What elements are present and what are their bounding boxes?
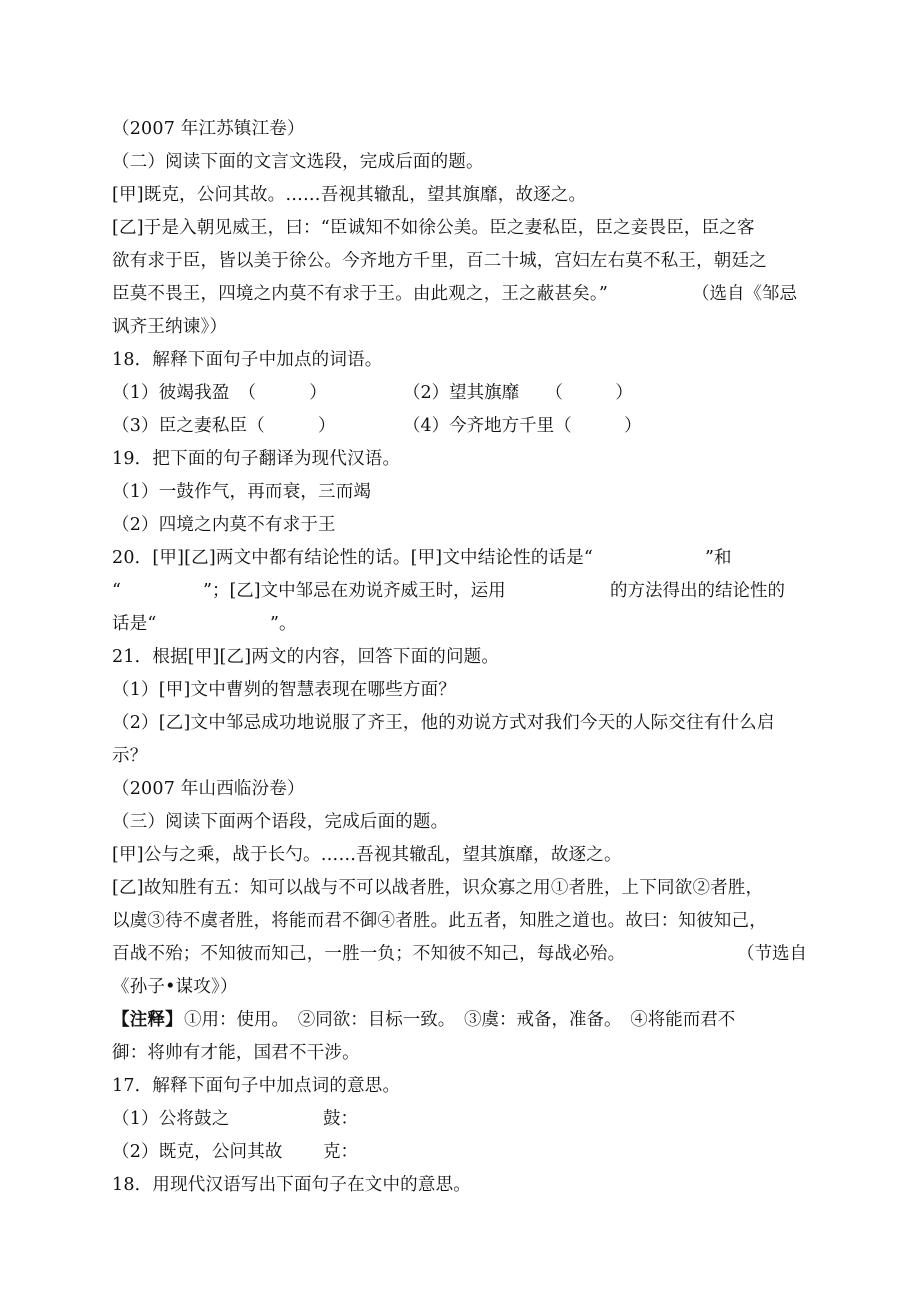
- question-19-item-2: （2）四境之内莫不有求于王: [112, 515, 336, 535]
- passage-yi-line-1: [乙]于是入朝见威王，曰：“臣诚知不如徐公美。臣之妻私臣，臣之妾畏臣，臣之客: [112, 218, 755, 238]
- question-18b-title: 18．用现代汉语写出下面句子在文中的意思。: [112, 1175, 471, 1195]
- question-20-line-3-start: 话是“: [112, 614, 157, 634]
- question-20-line-1: 20．[甲][乙]两文中都有结论性的话。[甲]文中结论性的话是“: [112, 548, 594, 568]
- passage-yi-source-start: （选自《邹忌: [692, 284, 797, 304]
- passage-jia-line-2: [甲]公与之乘，战于长勺。……吾视其辙乱，望其旗靡，故逐之。: [112, 845, 622, 865]
- question-21-title: 21．根据[甲][乙]两文的内容，回答下面的问题。: [112, 647, 500, 667]
- question-17-item-2-answer: 克：: [323, 1142, 358, 1162]
- section-three-instruction: （三）阅读下面两个语段，完成后面的题。: [112, 812, 449, 832]
- passage-yi-source-end: 讽齐王纳谏》）: [112, 317, 228, 337]
- annotation-text-2: 御：将帅有才能，国君不干涉。: [112, 1043, 360, 1063]
- question-21-item-1: （1）[甲]文中曹刿的智慧表现在哪些方面？: [112, 680, 456, 700]
- question-17-title: 17．解释下面句子中加点词的意思。: [112, 1076, 401, 1096]
- passage-yi2-source-start: （节选自: [737, 944, 807, 964]
- question-20-line-1-end: ”和: [705, 548, 732, 568]
- source-note-linfen: （2007 年山西临汾卷）: [112, 779, 305, 799]
- question-20-line-3-end: ”。: [270, 614, 297, 634]
- question-20-line-2-open-quote: “: [112, 581, 122, 601]
- passage-yi2-line-1: [乙]故知胜有五：知可以战与不可以战者胜，识众寡之用①者胜，上下同欲②者胜，: [112, 878, 764, 898]
- question-21-item-2: （2）[乙]文中邹忌成功地说服了齐王，他的劝说方式对我们今天的人际交往有什么启: [112, 713, 775, 733]
- question-18-title: 18．解释下面句子中加点的词语。: [112, 350, 383, 370]
- question-20-line-2-end: 的方法得出的结论性的: [610, 581, 785, 601]
- question-17-item-1-answer: 鼓：: [323, 1109, 358, 1129]
- question-18-item-3: （3）臣之妻私臣（ ）: [112, 416, 336, 436]
- passage-yi2-line-2: 以虞③待不虞者胜，将能而君不御④者胜。此五者，知胜之道也。故曰：知彼知己，: [112, 911, 767, 931]
- question-18-item-4: （4）今齐地方千里（ ）: [403, 416, 642, 436]
- section-two-instruction: （二）阅读下面的文言文选段，完成后面的题。: [112, 152, 484, 172]
- passage-yi2-source-end: 《孙子•谋攻》）: [112, 977, 238, 997]
- passage-yi-line-2: 欲有求于臣，皆以美于徐公。今齐地方千里，百二十城，宫妇左右莫不私王，朝廷之: [112, 251, 767, 271]
- annotation-text-1: ①用：使用。 ②同欲：目标一致。 ③虞：戒备，准备。 ④将能而君不: [184, 1010, 736, 1030]
- question-18-item-2: （2）望其旗靡 （ ）: [403, 383, 633, 403]
- question-20-line-2-middle: ”；[乙]文中邹忌在劝说齐威王时，运用: [203, 581, 506, 601]
- source-note-zhenjiang: （2007 年江苏镇江卷）: [112, 119, 305, 139]
- passage-yi2-line-3: 百战不殆；不知彼而知己，一胜一负；不知彼不知己，每战必殆。: [112, 944, 626, 964]
- question-17-item-1: （1）公将鼓之: [112, 1109, 230, 1129]
- question-17-item-2: （2）既克，公问其故: [112, 1142, 283, 1162]
- question-21-item-2-cont: 示？: [112, 746, 148, 766]
- passage-jia-line: [甲]既克，公问其故。……吾视其辙乱，望其旗靡，故逐之。: [112, 185, 587, 205]
- annotation-label: 【注释】: [112, 1010, 183, 1030]
- passage-yi-line-3: 臣莫不畏王，四境之内莫不有求于王。由此观之，王之蔽甚矣。”: [112, 284, 608, 304]
- question-19-title: 19．把下面的句子翻译为现代汉语。: [112, 449, 401, 469]
- question-19-item-1: （1）一鼓作气，再而衰，三而竭: [112, 482, 372, 502]
- question-18-item-1: （1）彼竭我盈 （ ）: [112, 383, 327, 403]
